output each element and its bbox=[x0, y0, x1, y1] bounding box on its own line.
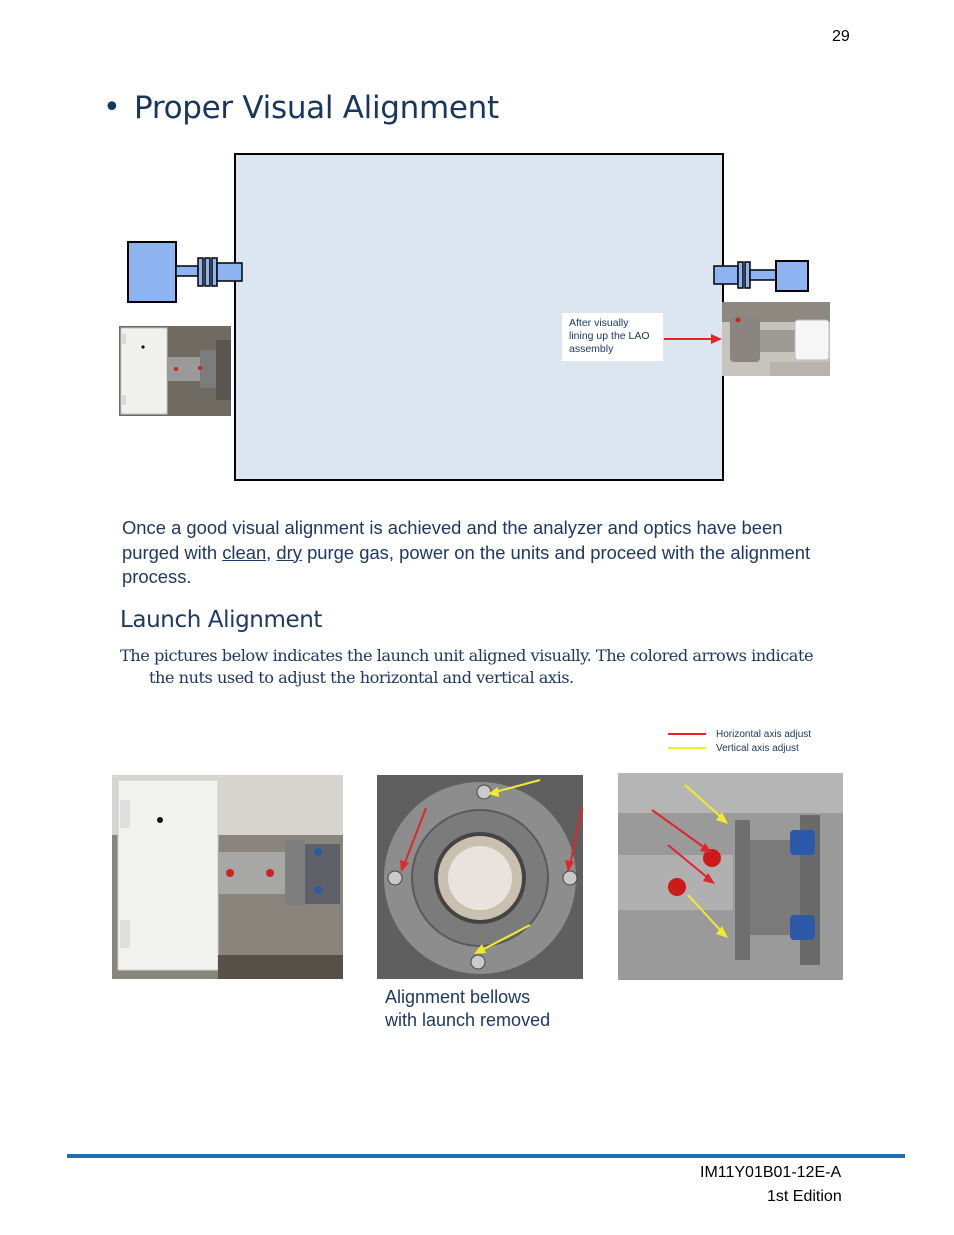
section-title: Proper Visual Alignment bbox=[134, 90, 499, 126]
callout-line-3: assembly bbox=[569, 343, 614, 355]
receive-unit-photo bbox=[722, 302, 830, 376]
bellows-photo bbox=[377, 775, 583, 979]
receive-connector bbox=[750, 270, 776, 280]
alignment-diagram bbox=[0, 0, 954, 500]
receive-tube bbox=[714, 266, 738, 284]
legend-horizontal bbox=[668, 727, 811, 741]
bellows-caption bbox=[385, 986, 550, 1032]
para1-text-b: purge gas, power on the units and proceed with the alignment process. bbox=[122, 541, 811, 587]
launch-paragraph bbox=[120, 645, 840, 689]
section-bullet: • bbox=[103, 90, 121, 125]
edition-label: 1st Edition bbox=[767, 1188, 842, 1205]
launch-unit-box bbox=[128, 242, 176, 302]
callout-note bbox=[562, 313, 663, 361]
enclosure-photo bbox=[112, 775, 343, 979]
receive-unit-box bbox=[776, 261, 808, 291]
launch-unit-photo bbox=[119, 326, 231, 416]
para1-comma: , bbox=[266, 541, 277, 563]
launch-flange-2 bbox=[205, 258, 210, 286]
arrow-legend bbox=[668, 727, 811, 755]
launch-flange-1 bbox=[198, 258, 203, 286]
purge-paragraph bbox=[122, 516, 812, 590]
para1-clean: clean bbox=[222, 541, 267, 563]
legend-vertical-swatch bbox=[668, 747, 706, 749]
legend-vertical bbox=[668, 741, 811, 755]
callout-arrowhead bbox=[711, 334, 722, 344]
para1-text-a: Once a good visual alignment is achieved and the analyzer and optics have been purged with bbox=[122, 517, 783, 563]
adjust-nuts-photo bbox=[618, 773, 843, 980]
legend-horizontal-swatch bbox=[668, 733, 706, 735]
legend-horizontal-label: Horizontal axis adjust bbox=[716, 728, 812, 740]
caption-line-1: Alignment bellows bbox=[385, 987, 531, 1007]
document-id: IM11Y01B01-12E-A bbox=[700, 1164, 842, 1181]
launch-alignment-heading: Launch Alignment bbox=[120, 607, 323, 633]
launch-photos bbox=[0, 760, 954, 990]
footer-rule bbox=[67, 1154, 905, 1158]
launch-line-2: the nuts used to adjust the horizontal and vertical axis. bbox=[149, 668, 574, 687]
callout-line-2: lining up the LAO bbox=[569, 330, 650, 342]
launch-tube bbox=[217, 263, 242, 281]
callout-line-1: After visually bbox=[569, 317, 629, 329]
legend-vertical-label: Vertical axis adjust bbox=[716, 742, 799, 754]
receive-flange-1 bbox=[738, 262, 743, 288]
launch-line-1: The pictures below indicates the launch unit aligned visually. The colored arrows indicate bbox=[120, 646, 814, 665]
para1-dry: dry bbox=[276, 541, 302, 563]
page-number: 29 bbox=[832, 28, 850, 45]
caption-line-2: with launch removed bbox=[385, 1010, 551, 1030]
launch-connector bbox=[176, 266, 198, 276]
